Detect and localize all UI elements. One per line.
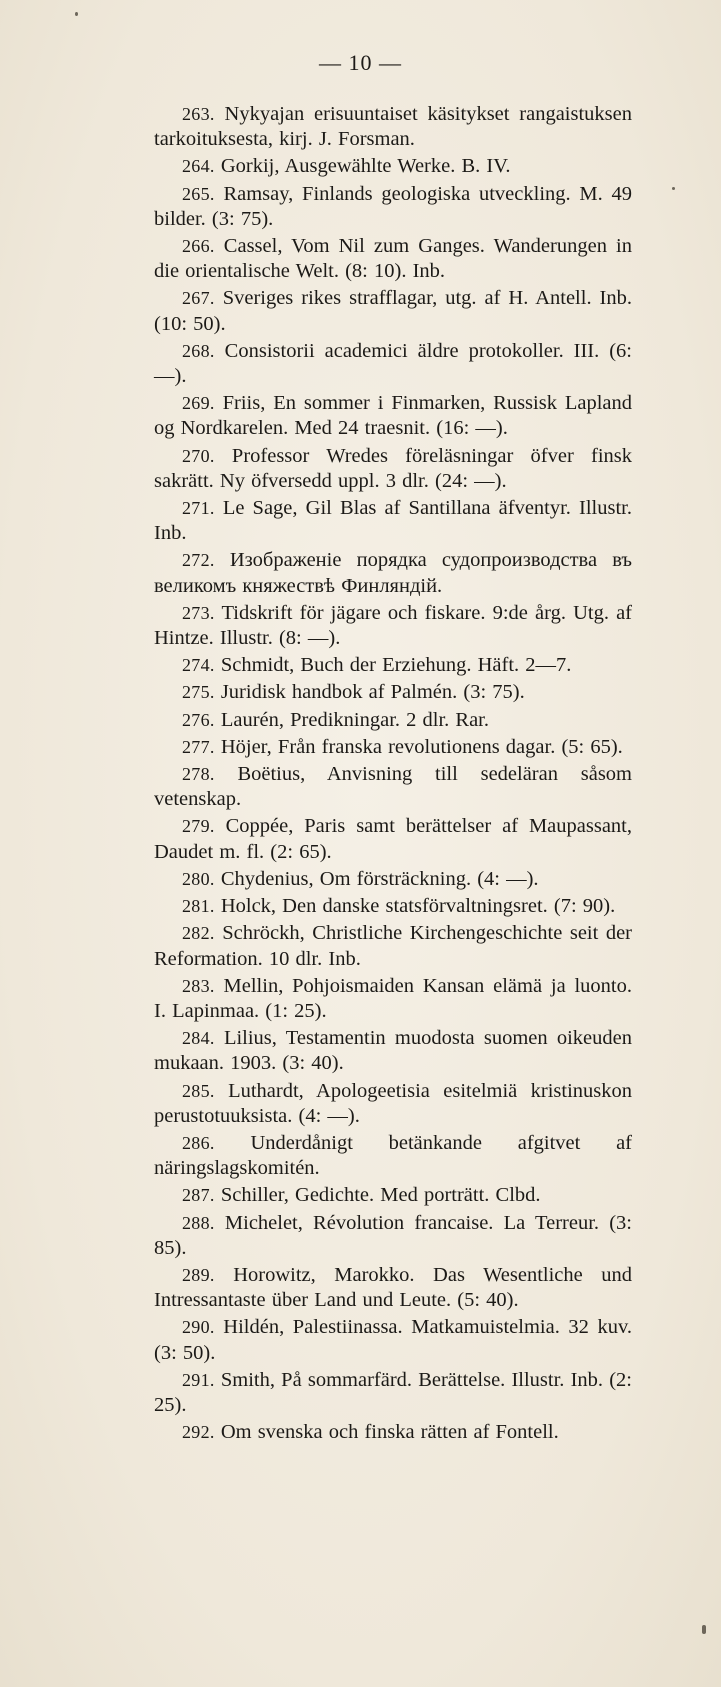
catalog-entry-list bbox=[154, 102, 632, 1447]
entry-text: Tidskrift för jägare och fiskare. 9:de årg. Utg. af Hintze. Illustr. (8: —). bbox=[154, 601, 632, 650]
entry-number: 276. bbox=[182, 709, 215, 730]
catalog-entry bbox=[154, 814, 632, 864]
entry-number: 267. bbox=[182, 288, 215, 309]
entry-number: 269. bbox=[182, 393, 215, 414]
entry-text: Coppée, Paris samt berättelser af Maupassant, Daudet m. fl. (2: 65). bbox=[154, 815, 632, 863]
paper-speck bbox=[702, 1625, 706, 1634]
entry-number: 280. bbox=[182, 868, 215, 889]
entry-number: 286. bbox=[182, 1132, 215, 1153]
catalog-entry bbox=[154, 286, 632, 336]
entry-text: Schröckh, Christliche Kirchengeschichte seit der Reformation. 10 dlr. Inb. bbox=[154, 922, 632, 970]
entry-text: Horowitz, Marokko. Das Wesentliche und Intressantaste über Land und Leute. (5: 40). bbox=[154, 1263, 633, 1312]
entry-text: Schmidt, Buch der Erziehung. Häft. 2—7. bbox=[220, 654, 572, 677]
entry-number: 290. bbox=[182, 1317, 215, 1338]
catalog-entry bbox=[154, 762, 632, 812]
entry-number: 292. bbox=[182, 1422, 215, 1443]
entry-number: 279. bbox=[182, 816, 215, 837]
paper-speck bbox=[672, 187, 675, 190]
catalog-entry bbox=[154, 1211, 632, 1261]
entry-number: 266. bbox=[182, 236, 215, 257]
entry-text: Boëtius, Anvisning till sedeläran såsom vetenskap. bbox=[154, 763, 632, 811]
entry-text: Chydenius, Om försträckning. (4: —). bbox=[220, 867, 539, 890]
catalog-entry bbox=[154, 735, 632, 760]
entry-text: Michelet, Révolution francaise. La Terreur. (3: 85). bbox=[154, 1211, 633, 1259]
entry-number: 288. bbox=[182, 1212, 215, 1233]
catalog-entry bbox=[154, 1079, 632, 1129]
catalog-entry bbox=[154, 974, 632, 1024]
entry-number: 283. bbox=[182, 975, 215, 996]
entry-number: 270. bbox=[182, 445, 215, 466]
entry-text: Laurén, Predikningar. 2 dlr. Rar. bbox=[220, 708, 489, 731]
page-number: — 10 — bbox=[319, 50, 402, 75]
entry-text: Ramsay, Finlands geologiska utveckling. M. 49 bilder. (3: 75). bbox=[154, 182, 632, 230]
catalog-entry bbox=[154, 1131, 632, 1181]
catalog-entry bbox=[154, 1368, 632, 1418]
entry-text: Изображеніе порядка судопроизводства въ великомъ княжествѣ Финляндій. bbox=[154, 549, 632, 597]
entry-number: 278. bbox=[182, 764, 215, 785]
catalog-entry bbox=[154, 1183, 632, 1208]
entry-number: 284. bbox=[182, 1028, 215, 1049]
entry-number: 282. bbox=[182, 923, 215, 944]
entry-text: Juridisk handbok af Palmén. (3: 75). bbox=[220, 681, 525, 704]
entry-number: 287. bbox=[182, 1185, 215, 1206]
catalog-entry bbox=[154, 894, 632, 919]
entry-number: 265. bbox=[182, 183, 215, 204]
catalog-entry bbox=[154, 154, 632, 179]
catalog-entry bbox=[154, 601, 632, 651]
entry-text: Cassel, Vom Nil zum Ganges. Wanderungen in die orientalische Welt. (8: 10). Inb. bbox=[154, 235, 632, 283]
paper-speck bbox=[75, 12, 78, 16]
entry-text: Friis, En sommer i Finmarken, Russisk Lapland og Nordkarelen. Med 24 traesnit. (16: —). bbox=[154, 392, 633, 440]
entry-text: Schiller, Gedichte. Med porträtt. Clbd. bbox=[220, 1184, 541, 1207]
entry-text: Holck, Den danske statsförvaltningsret. (7: 90). bbox=[220, 895, 616, 918]
entry-number: 273. bbox=[182, 602, 215, 623]
entry-text: Höjer, Från franska revolutionens dagar. (5: 65). bbox=[220, 735, 623, 758]
catalog-entry bbox=[154, 1315, 632, 1365]
entry-number: 281. bbox=[182, 896, 215, 917]
entry-text: Om svenska och finska rätten af Fontell. bbox=[220, 1421, 559, 1444]
entry-number: 263. bbox=[182, 104, 215, 124]
catalog-entry bbox=[154, 391, 632, 441]
entry-text: Underdånigt betänkande afgitvet af näringslagskomitén. bbox=[154, 1131, 632, 1180]
catalog-entry bbox=[154, 1420, 632, 1445]
catalog-entry bbox=[154, 867, 632, 892]
entry-number: 289. bbox=[182, 1264, 215, 1285]
catalog-entry bbox=[154, 653, 632, 678]
catalog-entry bbox=[154, 496, 632, 546]
catalog-entry bbox=[154, 1263, 632, 1313]
catalog-entry bbox=[154, 102, 632, 152]
entry-number: 274. bbox=[182, 655, 215, 676]
entry-number: 285. bbox=[182, 1080, 215, 1101]
entry-text: Consistorii academici äldre protokoller. III. (6: —). bbox=[154, 339, 633, 388]
catalog-entry bbox=[154, 182, 632, 232]
entry-text: Mellin, Pohjoismaiden Kansan elämä ja luonto. I. Lapinmaa. (1: 25). bbox=[154, 974, 632, 1022]
catalog-entry bbox=[154, 708, 632, 733]
entry-number: 272. bbox=[182, 550, 215, 571]
entry-text: Nykyajan erisuuntaiset käsitykset rangaistuksen tarkoituksesta, kirj. J. Forsman. bbox=[154, 103, 632, 151]
catalog-entry bbox=[154, 921, 632, 971]
entry-text: Smith, På sommarfärd. Berättelse. Illustr. Inb. (2: 25). bbox=[154, 1368, 633, 1416]
entry-number: 271. bbox=[182, 498, 215, 519]
entry-number: 291. bbox=[182, 1369, 215, 1390]
entry-text: Professor Wredes föreläsningar öfver finsk sakrätt. Ny öfversedd uppl. 3 dlr. (24: —). bbox=[154, 444, 633, 492]
entry-text: Sveriges rikes strafflagar, utg. af H. Antell. Inb. (10: 50). bbox=[154, 287, 633, 335]
entry-number: 275. bbox=[182, 682, 215, 703]
entry-text: Le Sage, Gil Blas af Santillana äfventyr. Illustr. Inb. bbox=[154, 497, 633, 545]
catalog-entry bbox=[154, 234, 632, 284]
entry-text: Luthardt, Apologeetisia esitelmiä kristinuskon perustotuuksista. (4: —). bbox=[154, 1079, 632, 1127]
entry-number: 268. bbox=[182, 340, 215, 361]
entry-number: 277. bbox=[182, 736, 215, 757]
entry-text: Gorkij, Ausgewählte Werke. B. IV. bbox=[220, 155, 511, 178]
catalog-entry bbox=[154, 680, 632, 705]
catalog-entry bbox=[154, 339, 632, 389]
catalog-entry bbox=[154, 548, 632, 598]
catalog-entry bbox=[154, 444, 632, 494]
entry-text: Hildén, Palestiinassa. Matkamuistelmia. 32 kuv. (3: 50). bbox=[154, 1316, 633, 1364]
catalog-entry bbox=[154, 1026, 632, 1076]
entry-text: Lilius, Testamentin muodosta suomen oikeuden mukaan. 1903. (3: 40). bbox=[154, 1027, 632, 1075]
entry-number: 264. bbox=[182, 156, 215, 177]
